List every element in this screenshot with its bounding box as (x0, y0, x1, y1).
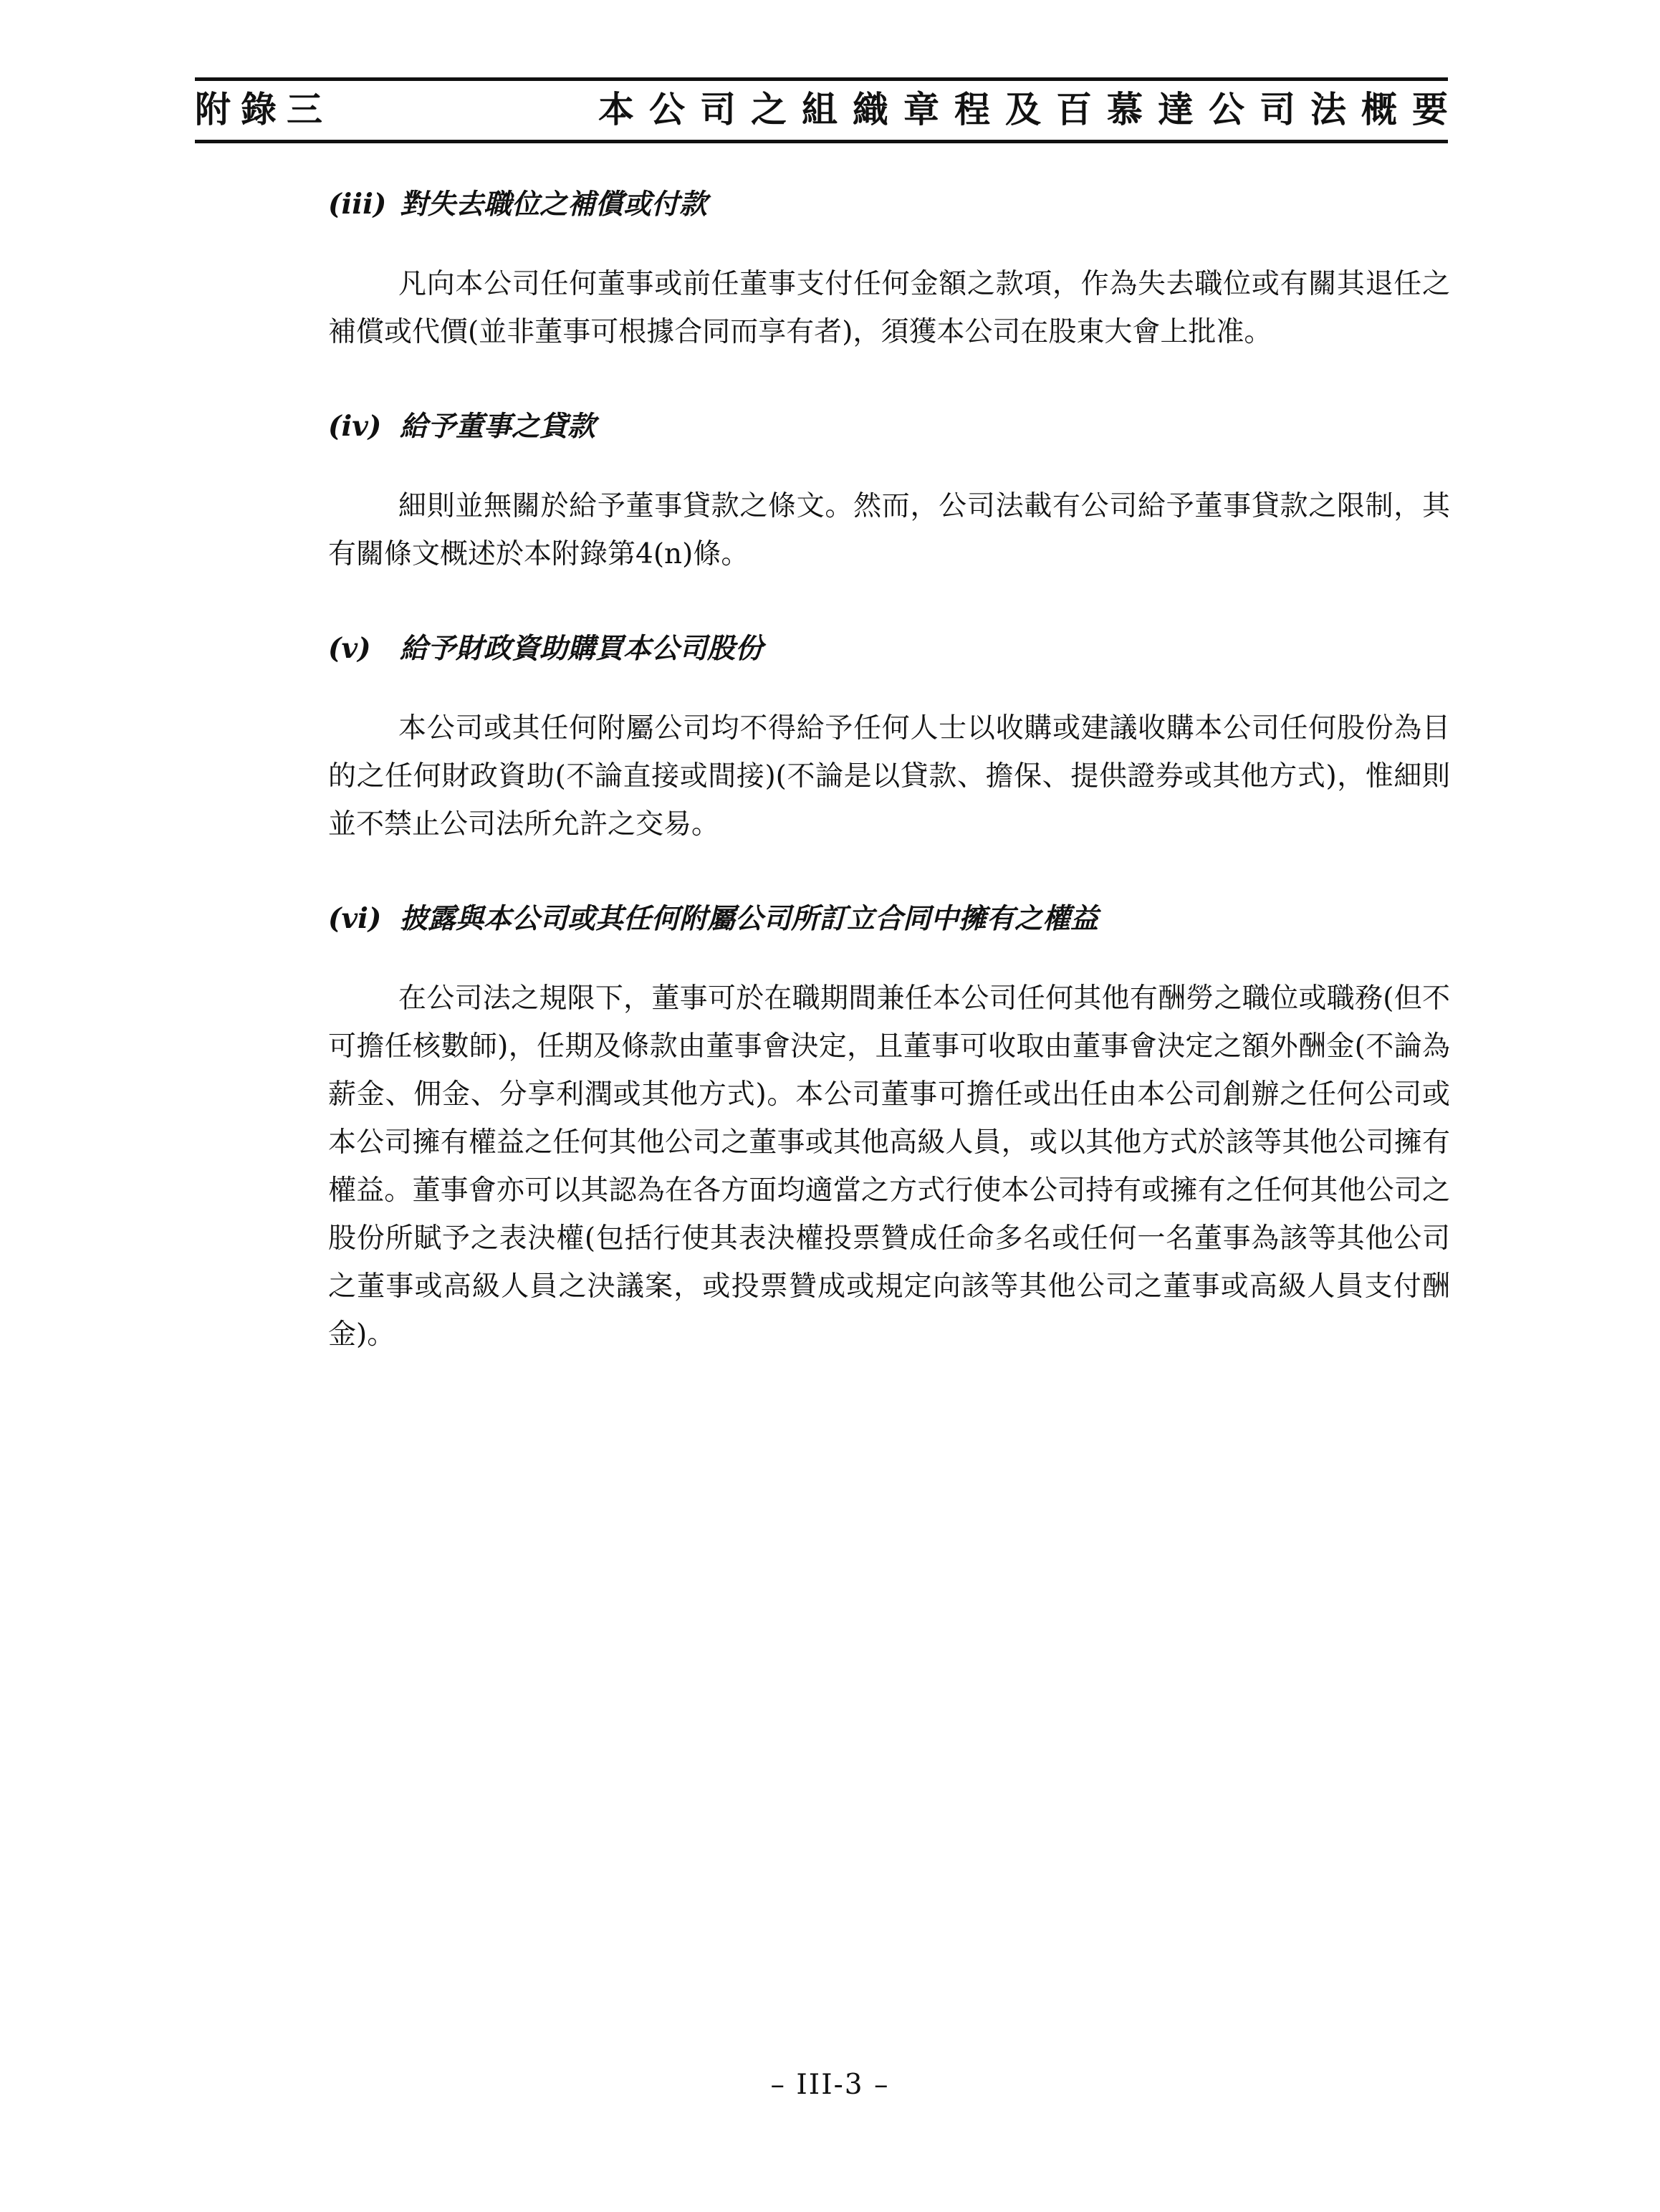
section-heading (328, 183, 1450, 226)
document-body (328, 183, 1450, 1407)
section-number: (vi) (328, 902, 382, 935)
section-number: (iv) (328, 410, 382, 443)
section-iii (328, 183, 1450, 356)
section-v (328, 627, 1450, 848)
section-iv (328, 405, 1450, 578)
header-bottom-rule (195, 140, 1448, 143)
section-paragraph: 本公司或其任何附屬公司均不得給予任何人士以收購或建議收購本公司任何股份為目的之任何財政資助(不論直接或間接)(不論是以貸款、擔保、提供證券或其他方式)，惟細則並不禁止公司法所允許之交易。 (328, 712, 1450, 841)
section-title: 給予財政資助購買本公司股份 (400, 632, 764, 665)
section-title: 對失去職位之補償或付款 (400, 188, 708, 221)
header-title: 本公司之組織章程及百慕達公司法概要 (598, 88, 1463, 130)
section-heading (328, 627, 1450, 670)
section-number: (iii) (328, 188, 387, 221)
section-number: (v) (328, 632, 371, 665)
section-vi (328, 897, 1450, 1359)
section-heading (328, 405, 1450, 448)
section-paragraph: 細則並無關於給予董事貸款之條文。然而，公司法載有公司給予董事貸款之限制，其有關條文概述於本附錄第4(n)條。 (328, 490, 1450, 570)
header-top-rule (195, 77, 1448, 81)
section-paragraph: 在公司法之規限下，董事可於在職期間兼任本公司任何其他有酬勞之職位或職務(但不可擔任核數師)，任期及條款由董事會決定，且董事可收取由董事會決定之額外酬金(不論為薪金、佣金、分享利潤或其他方式)。本公司董事可擔任或出任由本公司創辦之任何公司或本公司擁有權益之任何其他公司之董事或其他高級人員，或以其他方式於該等其他公司擁有權益。董事會亦可以其認為在各方面均適當之方式行使本公司持有或擁有之任何其他公司之股份所賦予之表決權(包括行使其表決權投票贊成任命多名或任何一名董事為該等其他公司之董事或高級人員之決議案，或投票贊成或規定向該等其他公司之董事或高級人員支付酬金)。 (328, 982, 1450, 1351)
section-heading (328, 897, 1450, 940)
page-number: – III-3 – (770, 2069, 890, 2101)
section-paragraph: 凡向本公司任何董事或前任董事支付任何金額之款項，作為失去職位或有關其退任之補償或代價(並非董事可根據合同而享有者)，須獲本公司在股東大會上批准。 (328, 268, 1450, 348)
section-title: 給予董事之貸款 (400, 410, 596, 443)
page-header (195, 77, 1463, 143)
appendix-label: 附錄三 (195, 88, 332, 130)
section-title: 披露與本公司或其任何附屬公司所訂立合同中擁有之權益 (400, 902, 1099, 935)
